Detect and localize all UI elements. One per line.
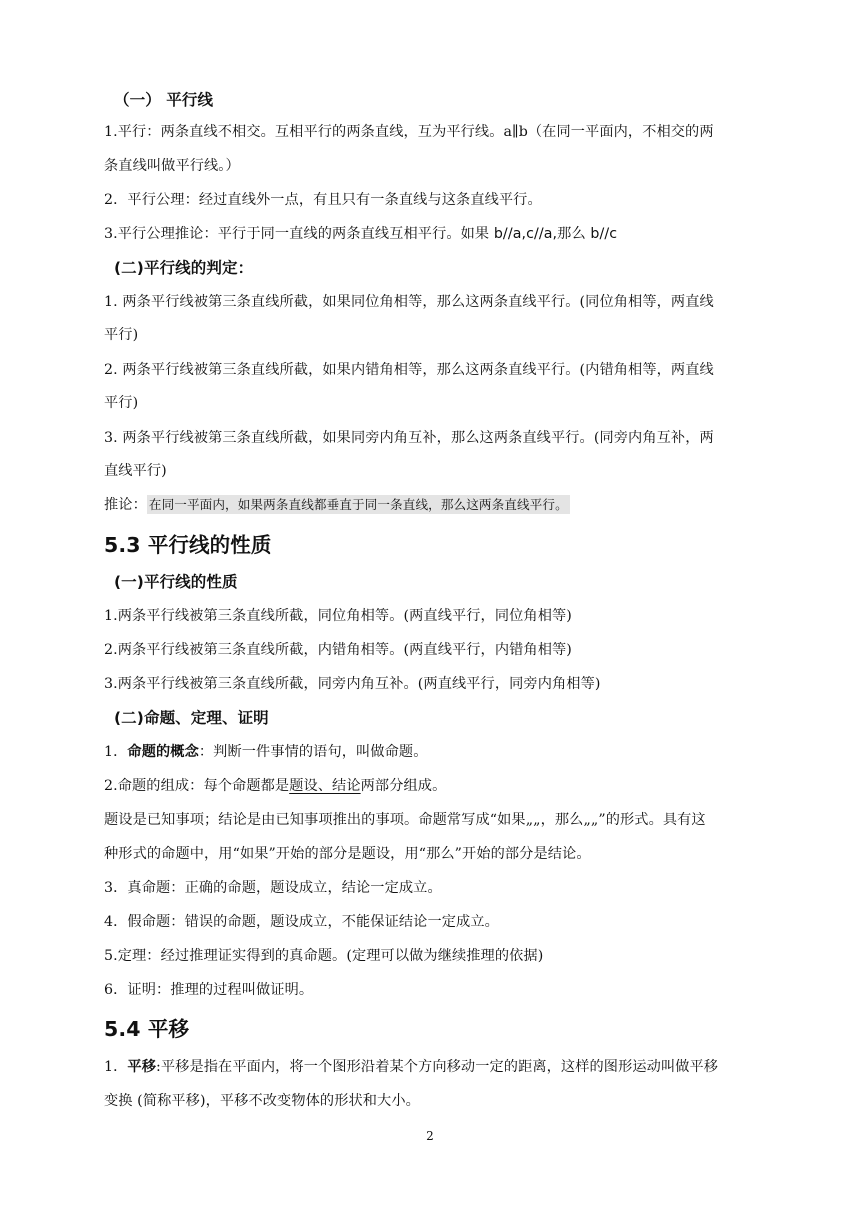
subsection-title-parallel-lines: （一） 平行线 bbox=[114, 91, 214, 109]
proposition-composition bbox=[104, 776, 758, 796]
proposition-explanation-cont: 种形式的命题中，用“如果”开始的部分是题设，用“那么”开始的部分是结论。 bbox=[104, 846, 591, 862]
proposition-concept bbox=[104, 742, 758, 762]
proof: 6．证明：推理的过程叫做证明。 bbox=[104, 982, 314, 998]
item-number: 1． bbox=[104, 1059, 128, 1075]
composition-underlined: 题设、结论 bbox=[289, 778, 361, 794]
term-bold: 命题的概念 bbox=[127, 744, 199, 760]
criterion-3-cont: 直线平行) bbox=[104, 463, 167, 479]
inference-label: 推论： bbox=[104, 497, 147, 513]
true-proposition: 3．真命题：正确的命题，题设成立，结论一定成立。 bbox=[104, 880, 442, 896]
paragraph-axiom-corollary bbox=[104, 224, 758, 244]
composition-post: 两部分组成。 bbox=[360, 778, 447, 794]
subsection-title-criteria: (二)平行线的判定： bbox=[114, 259, 254, 277]
paragraph-definition-cont: 条直线叫做平行线。） bbox=[104, 158, 240, 174]
translation-definition bbox=[104, 1057, 758, 1077]
paragraph-definition: 1.平行：两条直线不相交。互相平行的两条直线，互为平行线。a∥b（在同一平面内，不相交的两 bbox=[104, 124, 714, 140]
criterion-1: 1. 两条平行线被第三条直线所截，如果同位角相等，那么这两条直线平行。(同位角相等，两直线 bbox=[104, 294, 714, 310]
criterion-3: 3. 两条平行线被第三条直线所截，如果同旁内角互补，那么这两条直线平行。(同旁内角互补，两 bbox=[104, 430, 714, 446]
property-3: 3.两条平行线被第三条直线所截，同旁内角互补。(两直线平行，同旁内角相等) bbox=[104, 676, 601, 692]
translation-definition-cont: 变换 (简称平移)，平移不改变物体的形状和大小。 bbox=[104, 1093, 420, 1109]
property-2: 2.两条平行线被第三条直线所截，内错角相等。(两直线平行，内错角相等) bbox=[104, 642, 572, 658]
subsection-title-properties: (一)平行线的性质 bbox=[114, 573, 238, 591]
composition-pre: 2.命题的组成：每个命题都是 bbox=[104, 778, 290, 794]
term-definition: ：判断一件事情的语句，叫做命题。 bbox=[198, 744, 428, 760]
term-definition: :平移是指在平面内，将一个图形沿着某个方向移动一定的距离，这样的图形运动叫做平移 bbox=[156, 1059, 719, 1075]
proposition-explanation: 题设是已知事项；结论是由已知事项推出的事项。命题常写成“如果„„，那么„„”的形式。具有这 bbox=[104, 812, 706, 828]
criterion-2: 2. 两条平行线被第三条直线所截，如果内错角相等，那么这两条直线平行。(内错角相等，两直线 bbox=[104, 362, 714, 378]
corollary-formula: b//a,c//a,那么 b//c bbox=[493, 226, 618, 242]
theorem: 5.定理：经过推理证实得到的真命题。(定理可以做为继续推理的依据) bbox=[104, 948, 544, 964]
item-number: 1． bbox=[104, 744, 128, 760]
false-proposition: 4．假命题：错误的命题，题设成立，不能保证结论一定成立。 bbox=[104, 914, 499, 930]
paragraph-parallel-axiom: 2．平行公理：经过直线外一点，有且只有一条直线与这条直线平行。 bbox=[104, 192, 542, 208]
corollary-text: 3.平行公理推论：平行于同一直线的两条直线互相平行。如果 bbox=[104, 226, 494, 242]
property-1: 1.两条平行线被第三条直线所截，同位角相等。(两直线平行，同位角相等) bbox=[104, 608, 572, 624]
criterion-2-cont: 平行) bbox=[104, 395, 139, 411]
heading-5-3: 5.3 平行线的性质 bbox=[104, 533, 272, 557]
page-number: 2 bbox=[426, 1129, 434, 1143]
term-bold: 平移 bbox=[127, 1059, 156, 1075]
subsection-title-propositions: (二)命题、定理、证明 bbox=[114, 709, 269, 727]
criterion-1-cont: 平行) bbox=[104, 327, 139, 343]
heading-5-4: 5.4 平移 bbox=[104, 1017, 190, 1041]
inference-highlighted-text: 在同一平面内，如果两条直线都垂直于同一条直线，那么这两条直线平行。 bbox=[148, 497, 568, 512]
inference-line bbox=[104, 495, 758, 515]
